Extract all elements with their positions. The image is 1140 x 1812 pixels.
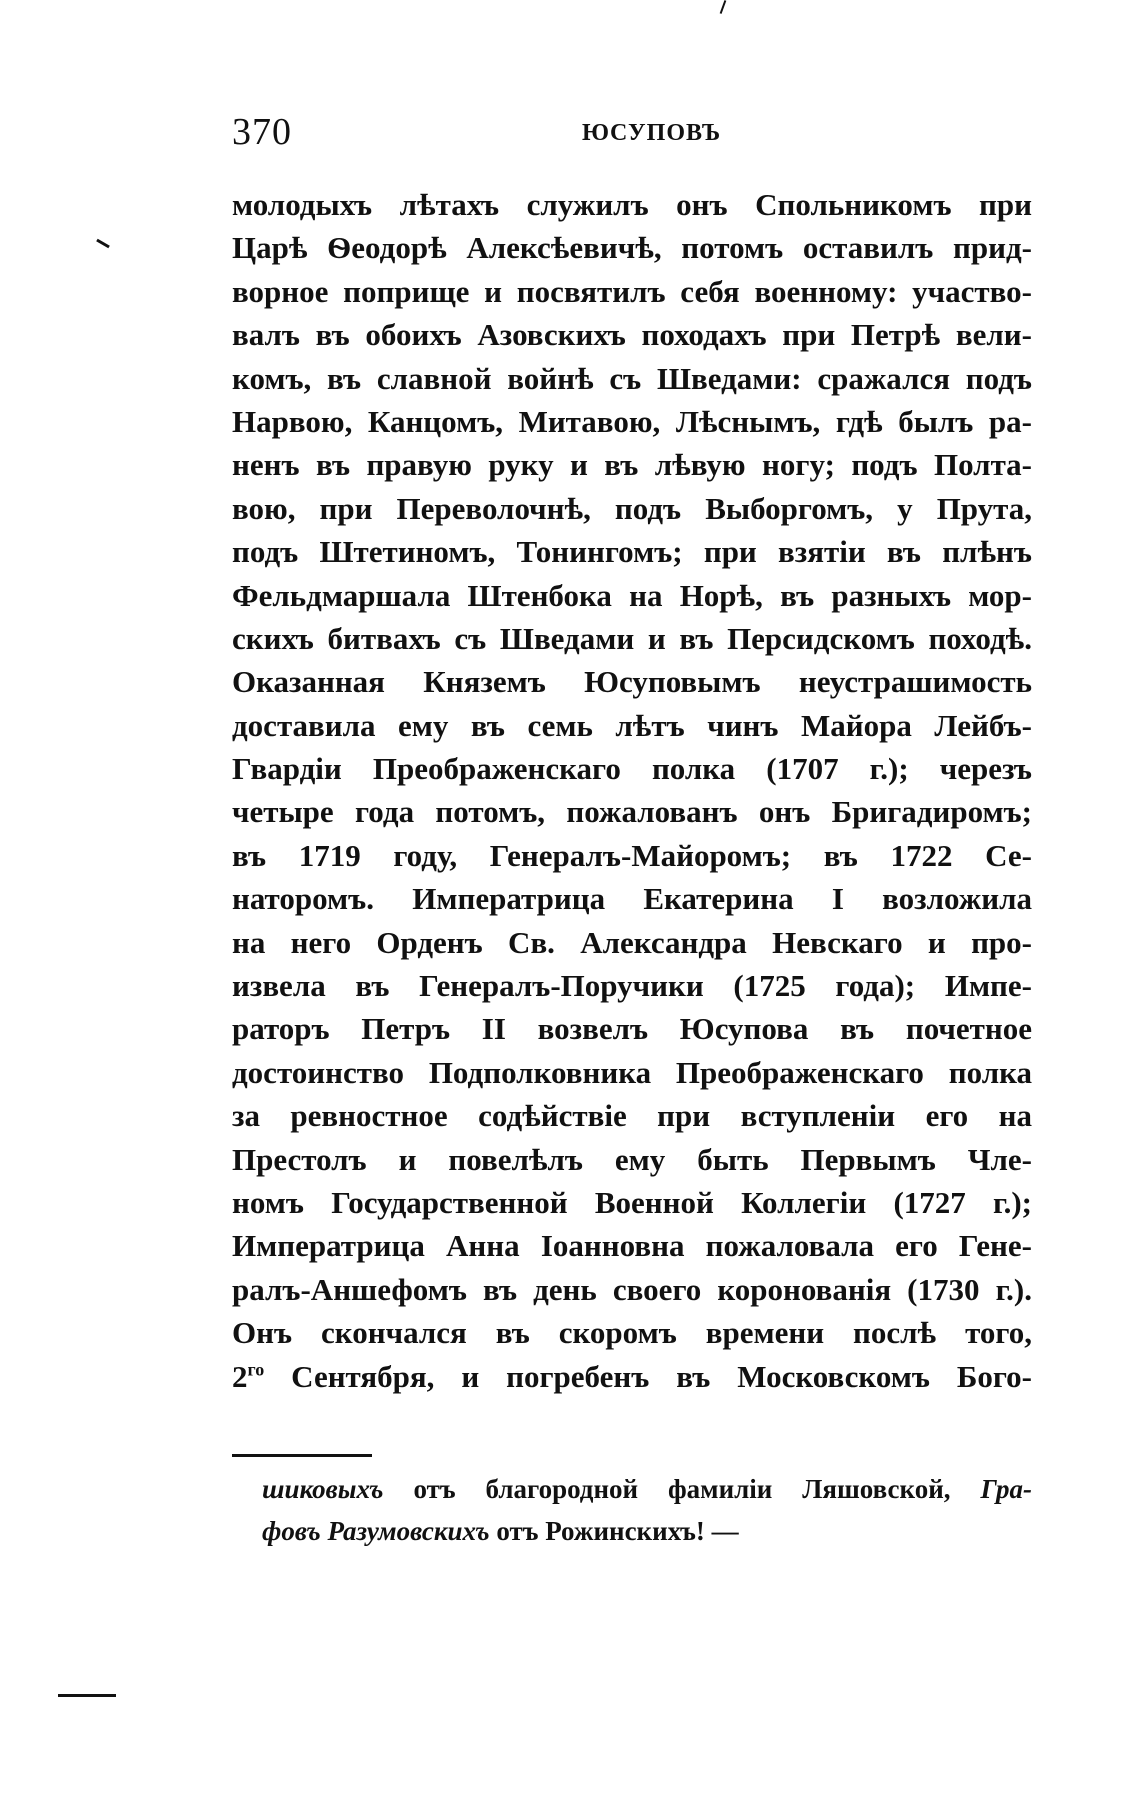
text-line: доставила ему въ семь лѣтъ чинъ Майора Лейбъ- [232, 707, 1032, 743]
text-line: Гвардіи Преображенскаго полка (1707 г.); черезъ [232, 751, 1032, 787]
date-number: 2 [232, 1358, 248, 1394]
footnote-rule [232, 1454, 372, 1457]
text-line: Нарвою, Канцомъ, Митавою, Лѣснымъ, гдѣ былъ ра- [232, 403, 1032, 439]
text-line: Фельдмаршала Штенбока на Норѣ, въ разныхъ мор- [232, 577, 1032, 613]
text-line: наторомъ. Императрица Екатерина I возложила [232, 881, 1032, 917]
page-header [232, 110, 1032, 160]
footnote-line [262, 1468, 1032, 1510]
text-line: подъ Штетиномъ, Тонингомъ; при взятіи въ плѣнъ [232, 534, 1032, 570]
text-line: Оказанная Княземъ Юсуповымъ неустрашимость [232, 664, 1032, 700]
text-line: четыре года потомъ, пожалованъ онъ Бригадиромъ; [232, 794, 1032, 830]
text-line: извела въ Генералъ-Поручики (1725 года); Импе- [232, 968, 1032, 1004]
footnote [262, 1468, 1032, 1552]
footnote-text: отъ Рожинскихъ! — [496, 1516, 739, 1546]
text-line: валъ въ обоихъ Азовскихъ походахъ при Петрѣ вели- [232, 317, 1032, 353]
main-text [232, 183, 1032, 1398]
text-line: достоинство Подполковника Преображенскаго полка [232, 1054, 1032, 1090]
footnote-text: отъ благородной фамиліи Ляшовской, [413, 1474, 951, 1504]
running-head: ЮСУПОВЪ [582, 120, 722, 146]
text-line-rest: Сентября, и погребенъ въ Московскомъ Бого- [291, 1358, 1032, 1394]
text-line: за ревностное содѣйствіе при вступленіи его на [232, 1098, 1032, 1134]
text-line: ралъ-Аншефомъ въ день своего коронованія (1730 г.). [232, 1271, 1032, 1307]
text-line: на него Орденъ Св. Александра Невскаго и про- [232, 924, 1032, 960]
footnote-italic-text: Гра- [980, 1474, 1032, 1504]
text-line: раторъ Петръ II возвелъ Юсупова въ почетное [232, 1011, 1032, 1047]
text-line: Царѣ Ѳеодорѣ Алексѣевичѣ, потомъ оставилъ прид- [232, 230, 1032, 266]
text-line: въ 1719 году, Генералъ-Майоромъ; въ 1722 Се- [232, 837, 1032, 873]
margin-mark [58, 1694, 116, 1697]
text-line: Престолъ и повелѣлъ ему быть Первымъ Чле- [232, 1141, 1032, 1177]
text-line: скихъ битвахъ съ Шведами и въ Персидскомъ походѣ. [232, 620, 1032, 656]
text-line: молодыхъ лѣтахъ служилъ онъ Спольникомъ при [232, 187, 1032, 222]
margin-mark [96, 239, 110, 249]
text-line [232, 1355, 1032, 1398]
footnote-line [262, 1510, 1032, 1552]
footnote-italic-text: шиковыхъ [262, 1474, 384, 1504]
text-line: ворное поприще и посвятилъ себя военному: участво- [232, 273, 1032, 309]
page-number: 370 [232, 111, 292, 153]
text-line: ненъ въ правую руку и въ лѣвую ногу; подъ Полта- [232, 447, 1032, 483]
text-line: комъ, въ славной войнѣ съ Шведами: сражался подъ [232, 360, 1032, 396]
text-line: Онъ скончался въ скоромъ времени послѣ того, [232, 1315, 1032, 1351]
text-line: Императрица Анна Іоанновна пожаловала его Гене- [232, 1228, 1032, 1264]
ordinal-suffix: го [247, 1359, 265, 1380]
text-line: номъ Государственной Военной Коллегіи (1727 г.); [232, 1184, 1032, 1220]
footnote-italic-text: фовъ Разумовскихъ [262, 1516, 490, 1546]
text-line: вою, при Переволочнѣ, подъ Выборгомъ, у Прута, [232, 490, 1032, 526]
margin-mark [720, 0, 727, 14]
